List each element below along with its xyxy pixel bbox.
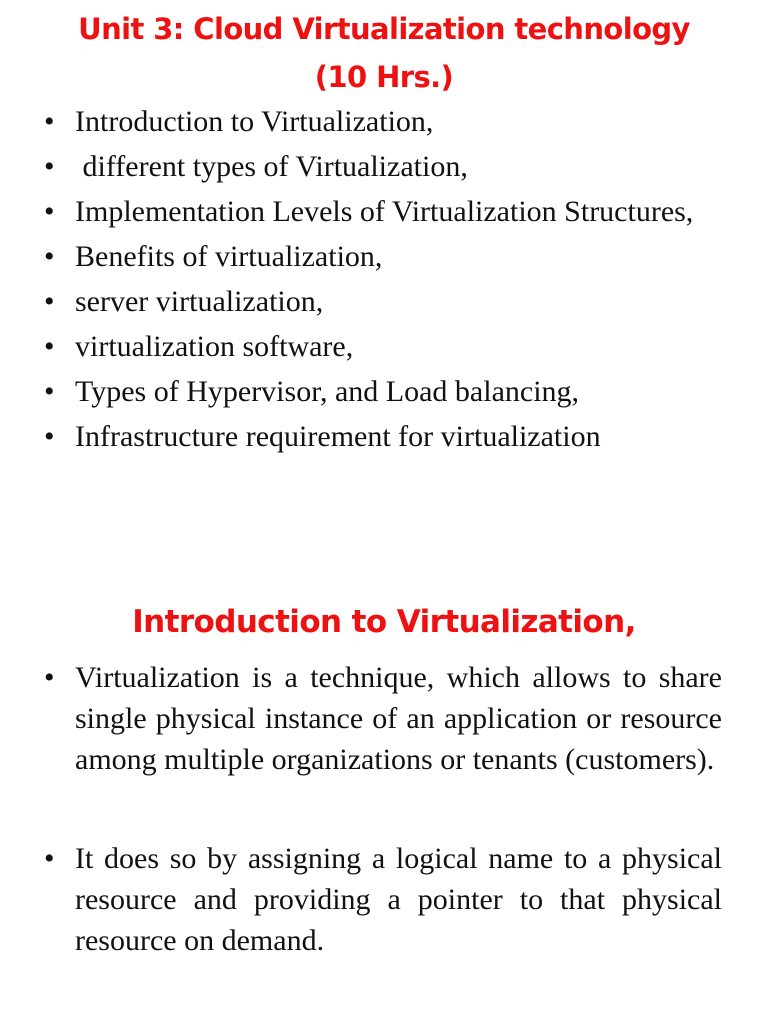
- bullet-icon: •: [44, 150, 55, 183]
- bullet-icon: •: [44, 285, 55, 318]
- list-item: [0, 373, 740, 411]
- bullet-icon: •: [44, 195, 55, 228]
- topic-text: Introduction to Virtualization,: [75, 105, 434, 138]
- topic-text: virtualization software,: [75, 330, 354, 363]
- list-item: [0, 193, 740, 231]
- list-item: [0, 838, 722, 961]
- topics-list: [0, 103, 740, 463]
- bullet-icon: •: [44, 661, 55, 694]
- unit-title: Unit 3: Cloud Virtualization technology: [78, 12, 690, 46]
- intro-paragraph-list: [0, 657, 722, 961]
- topic-text: Implementation Levels of Virtualization Structures,: [75, 195, 694, 228]
- bullet-icon: •: [44, 330, 55, 363]
- list-item: [0, 283, 740, 321]
- bullet-icon: •: [44, 842, 55, 875]
- unit-hours: (10 Hrs.): [314, 60, 454, 94]
- topic-text: server virtualization,: [75, 285, 324, 318]
- topic-text: different types of Virtualization,: [75, 150, 468, 183]
- topic-text: Benefits of virtualization,: [75, 240, 383, 273]
- topic-text: Infrastructure requirement for virtualization: [75, 420, 601, 453]
- bullet-icon: •: [44, 375, 55, 408]
- section-title: Introduction to Virtualization,: [132, 604, 636, 640]
- bullet-icon: •: [44, 420, 55, 453]
- list-item: [0, 238, 740, 276]
- bullet-icon: •: [44, 105, 55, 138]
- bullet-icon: •: [44, 240, 55, 273]
- paragraph-text: Virtualization is a technique, which allows to share single physical instance of an application or resource among multiple organizations or tenants (customers).: [75, 661, 722, 776]
- list-item: [0, 103, 740, 141]
- list-item: [0, 328, 740, 366]
- paragraph-text: It does so by assigning a logical name to a physical resource and providing a pointer to that physical resource on demand.: [75, 842, 722, 957]
- list-item: [0, 418, 740, 456]
- topic-text: Types of Hypervisor, and Load balancing,: [75, 375, 580, 408]
- list-item: [0, 657, 722, 780]
- list-item: [0, 148, 740, 186]
